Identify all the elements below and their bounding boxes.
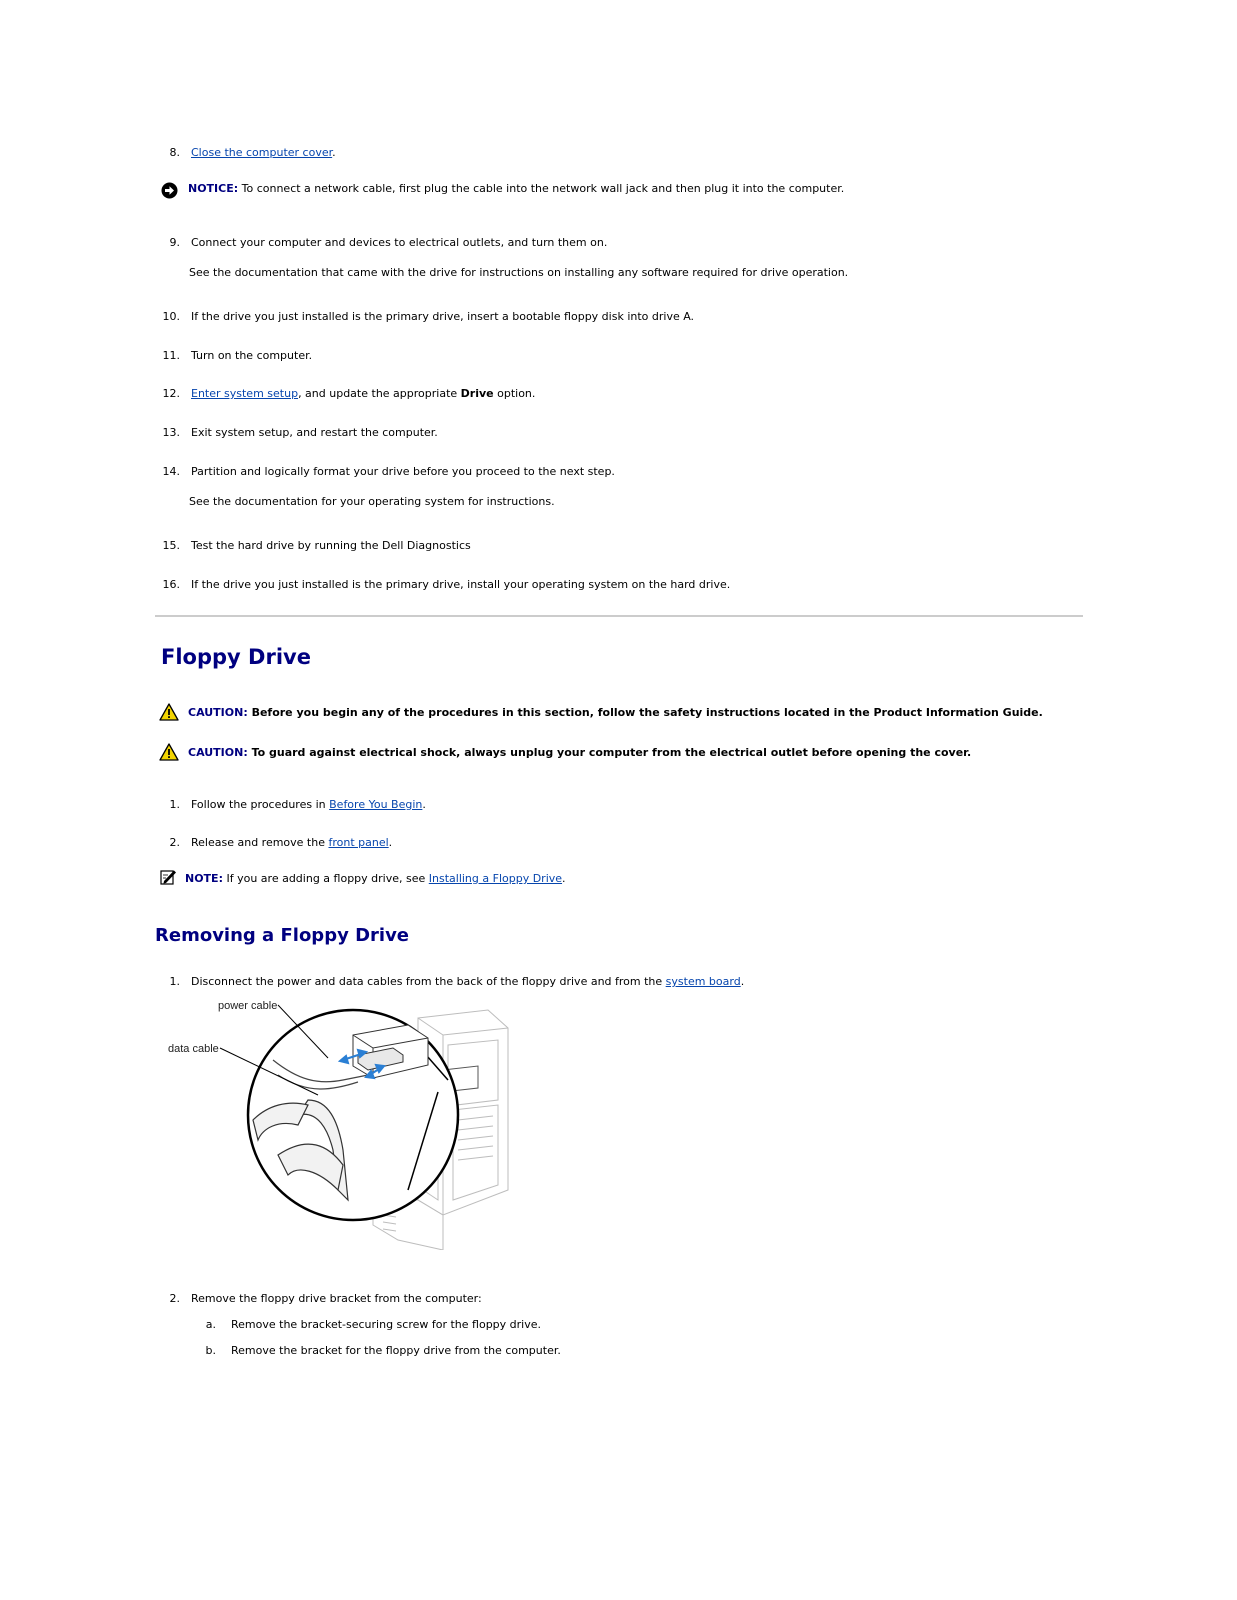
notice-arrow-icon [161,182,178,199]
installing-floppy-drive-link[interactable]: Installing a Floppy Drive [428,872,563,885]
caution-label: CAUTION: [188,706,248,719]
step-15-text: Test the hard drive by running the Dell Diagnostics [191,539,471,552]
enter-system-setup-link[interactable]: Enter system setup [191,387,299,400]
substep-letter: b. [205,1344,216,1357]
step-number: 10. [162,310,180,323]
floppy-cable-illustration [168,1000,518,1250]
callout-data-cable: data cable [168,1043,219,1055]
subsection-title: Removing a Floppy Drive [155,925,410,946]
notice-text: NOTICE: To connect a network cable, first plug the cable into the network wall jack and then plug it into the computer. [188,182,845,195]
step-9-subtext: See the documentation that came with the drive for instructions on installing any software required for drive operation. [189,266,849,279]
floppy-step-2-text: Release and remove the front panel. [191,836,393,849]
caution-label: CAUTION: [188,746,248,759]
section-title: Floppy Drive [161,645,311,669]
caution-text: CAUTION: Before you begin any of the procedures in this section, follow the safety instructions located in the Product Information Guide. [188,706,1043,719]
step-9-text: Connect your computer and devices to electrical outlets, and turn them on. [191,236,608,249]
step-12-text: Enter system setup, and update the appropriate Drive option. [191,387,536,400]
substep-b-text: Remove the bracket for the floppy drive from the computer. [231,1344,561,1357]
caution-text: CAUTION: To guard against electrical shock, always unplug your computer from the electrical outlet before opening the cover. [188,746,972,759]
caution-warning-icon [159,743,179,761]
removing-step-1-text: Disconnect the power and data cables from the back of the floppy drive and from the system board. [191,975,745,988]
floppy-step-1-text: Follow the procedures in Before You Begin. [191,798,426,811]
step-number: 2. [169,1292,180,1305]
note-label: NOTE: [185,872,223,885]
step-number: 9. [169,236,180,249]
note-text: NOTE: If you are adding a floppy drive, see Installing a Floppy Drive. [185,872,566,885]
step-13-text: Exit system setup, and restart the computer. [191,426,438,439]
step-number: 2. [169,836,180,849]
step-14-subtext: See the documentation for your operating system for instructions. [189,495,555,508]
step-number: 13. [162,426,180,439]
removing-step-2-text: Remove the floppy drive bracket from the computer: [191,1292,482,1305]
step-16-text: If the drive you just installed is the primary drive, install your operating system on the hard drive. [191,578,731,591]
front-panel-link[interactable]: front panel [328,836,389,849]
caution-warning-icon [159,703,179,721]
notice-label: NOTICE: [188,182,239,195]
note-pencil-icon [160,868,177,885]
step-number: 11. [162,349,180,362]
step-14-text: Partition and logically format your drive before you proceed to the next step. [191,465,615,478]
step-8-text: Close the computer cover. [191,146,336,159]
step-number: 14. [162,465,180,478]
step-number: 8. [169,146,180,159]
close-computer-cover-link[interactable]: Close the computer cover [191,146,333,159]
section-divider [155,615,1083,617]
callout-power-cable: power cable [218,1000,278,1012]
before-you-begin-link[interactable]: Before You Begin [329,798,423,811]
substep-a-text: Remove the bracket-securing screw for the floppy drive. [231,1318,542,1331]
step-11-text: Turn on the computer. [191,349,313,362]
step-number: 1. [169,798,180,811]
step-number: 16. [162,578,180,591]
substep-letter: a. [205,1318,216,1331]
step-number: 15. [162,539,180,552]
step-number: 12. [162,387,180,400]
system-board-link[interactable]: system board [665,975,741,988]
step-10-text: If the drive you just installed is the primary drive, insert a bootable floppy disk into drive A. [191,310,695,323]
step-number: 1. [169,975,180,988]
